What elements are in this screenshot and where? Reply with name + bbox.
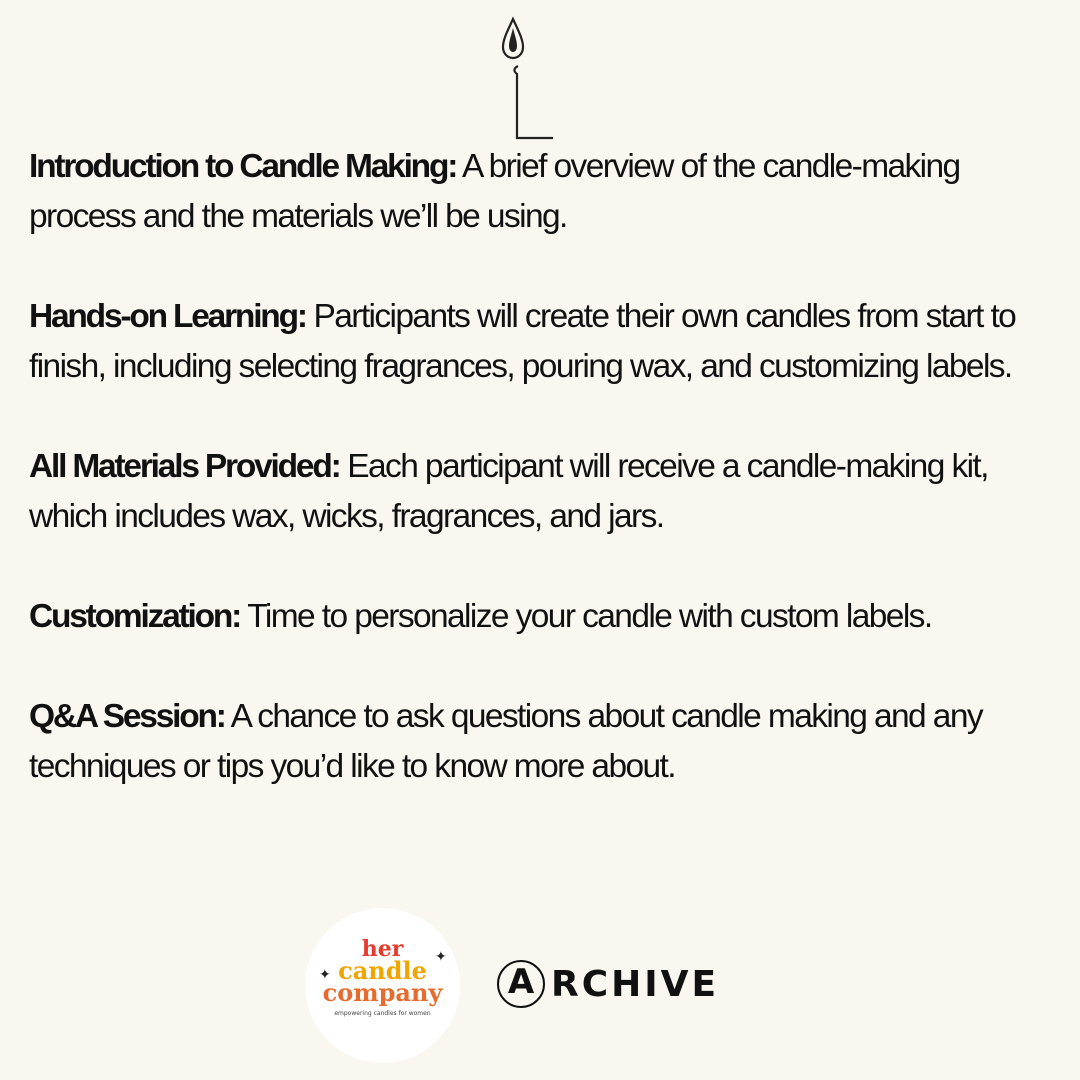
detail-materials bbox=[29, 442, 1059, 542]
detail-text: Each participant will receive a candle-making kit, which includes wax, wicks, fragrances, and jars. bbox=[29, 448, 988, 535]
detail-text: A chance to ask questions about candle making and any techniques or tips you’d like to know more about. bbox=[29, 698, 983, 785]
sparkle-icon: ✦ bbox=[435, 948, 447, 964]
archive-mark-letter: A bbox=[507, 962, 535, 1002]
partner-logos bbox=[305, 908, 765, 1063]
sparkle-icon: ✦ bbox=[319, 966, 331, 982]
detail-text: A brief overview of the candle-making process and the materials we’ll be using. bbox=[29, 148, 960, 235]
logo-word-her: her bbox=[361, 936, 404, 962]
detail-customization bbox=[29, 592, 1059, 642]
logo-tagline: empowering candles for women bbox=[334, 1010, 431, 1017]
detail-introduction bbox=[29, 142, 1059, 242]
detail-heading: Q&A Session: bbox=[29, 698, 225, 735]
detail-heading: Introduction to Candle Making: bbox=[29, 148, 457, 185]
detail-qa bbox=[29, 692, 1059, 792]
logo-word-candle: candle bbox=[338, 956, 427, 985]
detail-text: Participants will create their own candles from start to finish, including selecting fragrances, pouring wax, and customizing labels. bbox=[29, 298, 1016, 385]
candle-icon bbox=[490, 14, 560, 144]
detail-heading: Customization: bbox=[29, 598, 241, 635]
detail-heading: Hands-on Learning: bbox=[29, 298, 306, 335]
her-candle-company-logo bbox=[305, 908, 460, 1063]
archive-wordmark: RCHIVE bbox=[551, 964, 720, 1005]
archive-logo bbox=[497, 960, 757, 1016]
detail-heading: All Materials Provided: bbox=[29, 448, 340, 485]
logo-word-company: company bbox=[322, 978, 443, 1007]
detail-hands-on bbox=[29, 292, 1059, 392]
workshop-details bbox=[29, 142, 1059, 842]
detail-text: Time to personalize your candle with custom labels. bbox=[240, 598, 932, 635]
